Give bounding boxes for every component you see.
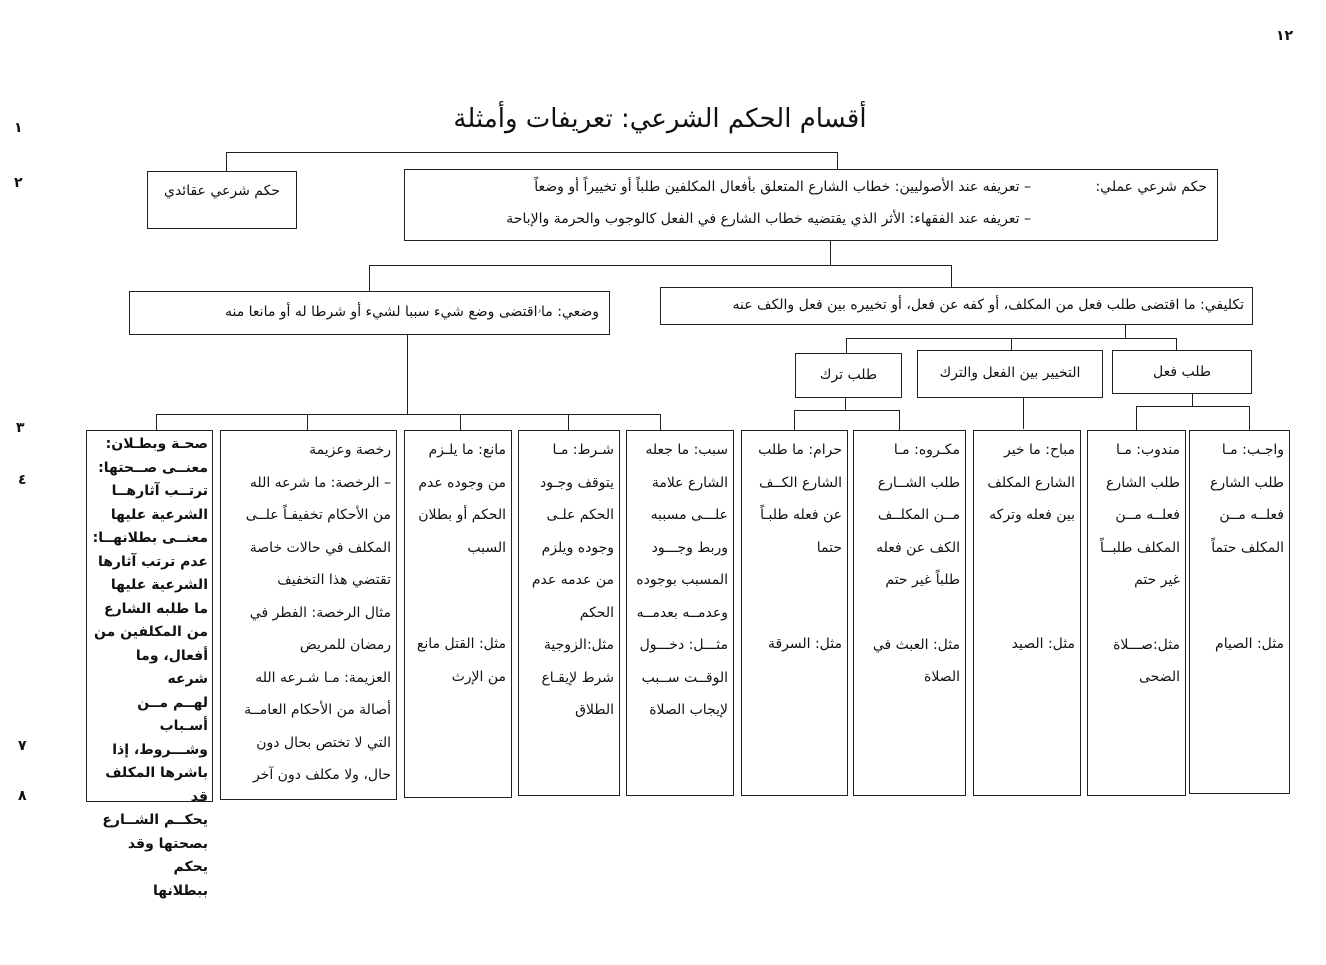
mandub-column: مندوب: مـا طلب الشارع فعلــه مــن المكلف طلبــاً غير حتم مثل:صـــلاة الضحى [1087,430,1186,796]
connector [1249,406,1250,430]
page-number: ١٢ [1276,28,1294,44]
wadi-box: وضعي: ماۥاقتضى وضع شيء سببا لشيء أو شرطا له أو مانعا منه [129,291,610,335]
amali-def-usuli: – تعريفه عند الأصوليين: خطاب الشارع المتعلق بأفعال المكلفين طلباً أو تخييراً أو وضعاً [534,179,1031,195]
connector [1125,325,1126,338]
mubah-column: مباح: ما خير الشارع المكلف بين فعله وتركه مثل: الصيد [973,430,1081,796]
margin-mark: ٨ [18,788,27,804]
takhyir-box: التخيير بين الفعل والترك [917,350,1103,398]
mani-example: مثل: القتل مانع [416,636,506,652]
connector [226,152,838,153]
margin-mark: ١ [14,120,23,136]
margin-mark: ٢ [14,175,23,191]
talab-tark-box: طلب ترك [795,353,902,398]
amali-box [404,169,1218,241]
connector [156,414,157,430]
connector [369,265,370,291]
connector [568,414,569,430]
haram-column: حرام: ما طلب الشارع الكــف عن فعله طلبـاً حتما مثل: السرقة [741,430,848,796]
connector [830,241,831,265]
talab-fil-box: طلب فعل [1112,350,1252,394]
connector [951,265,952,287]
makruh-column: مكـروه: مـا طلب الشــارع مــن المكلــف الكف عن فعله طلباً غير حتم مثل: العبث في الصلاة [853,430,966,796]
wajib-column: واجـب: مـا طلب الشارع فعلــه مــن المكلف حتماً مثل: الصيام [1189,430,1290,794]
mani-column: مانع: ما يلـزم من وجوده عدم الحكم أو بطلان السبب مثل: القتل مانع من الإرث [404,430,512,798]
wajib-example: مثل: الصيام [1215,636,1284,652]
makruh-example: مثل: العبث في [872,636,960,653]
haram-example: مثل: السرقة [767,636,842,652]
connector [1023,398,1024,429]
margin-mark: ٣ [16,420,25,436]
taklifi-box: تكليفي: ما اقتضى طلب فعل من المكلف، أو كفه عن فعل، أو تخييره بين فعل والكف عنه [660,287,1253,325]
connector [156,414,661,415]
connector [1011,338,1012,350]
shart-column: شـرط: مـا يتوقف وجـود الحكم علـى وجوده ويلزم من عدمه عدم الحكم مثل:الزوجية شرط لإيقـاع الطلاق [518,430,620,796]
connector [1176,338,1177,350]
amali-label: حكم شرعي عملي: [1095,179,1207,195]
mubah-example: مثل: الصيد [1011,635,1075,652]
connector [1136,406,1250,407]
amali-def-fuqaha: – تعريفه عند الفقهاء: الأثر الذي يقتضيه خطاب الشارع في الفعل كالوجوب والحرمة والإباحة [506,211,1031,227]
connector [307,414,308,430]
sabab-column: سبب: ما جعله الشارع علامة علـــى مسببه وربط وجـــود المسبب بوجوده وعدمــه بعدمــه مثـــل: دخـــول الوقــت ســبب لإيجاب الصلاة [626,430,734,796]
connector [794,410,795,430]
margin-mark: ٤ [18,472,27,488]
page-title: أقسام الحكم الشرعي: تعريفات وأمثلة [453,104,867,134]
connector [660,414,661,430]
sihha-column: صحـة وبطـلان: معنــى صــحتها: ترتــب آثارهــا الشرعية عليها معنــى بطلانهــا: عدم ترتب آثارها الشرعية عليها ما طلبه الشارع من المكلفين من أفعال، وما شرعه لهــم مــن أسـباب وشـــروط، إذا باشرها المكلف قد يحكــم الشــارع بصحتها وقد يحكم ببطلانها [86,430,213,802]
connector [845,398,846,410]
connector [794,410,900,411]
mandub-example: مثل:صـــلاة [1113,636,1180,653]
connector [1136,406,1137,431]
connector [369,265,952,266]
connector [460,414,461,430]
rukhsa-column: رخصة وعزيمة – الرخصة: ما شرعه الله من الأحكام تخفيفـاً علــى المكلف في حالات خاصة تقتضي هذا التخفيف مثال الرخصة: الفطر في رمضان للمريض العزيمة: مـا شـرعه الله أصالة من الأحكام العامــة التي لا تختص بحال دون حال، ولا مكلف دون آخر [220,430,397,800]
margin-mark: ٧ [18,738,27,754]
aqadi-box: حكم شرعي عقائدي [147,171,297,229]
connector [226,152,227,172]
connector [846,338,847,353]
connector [837,152,838,169]
connector [407,335,408,414]
connector [899,410,900,430]
connector [1192,394,1193,406]
